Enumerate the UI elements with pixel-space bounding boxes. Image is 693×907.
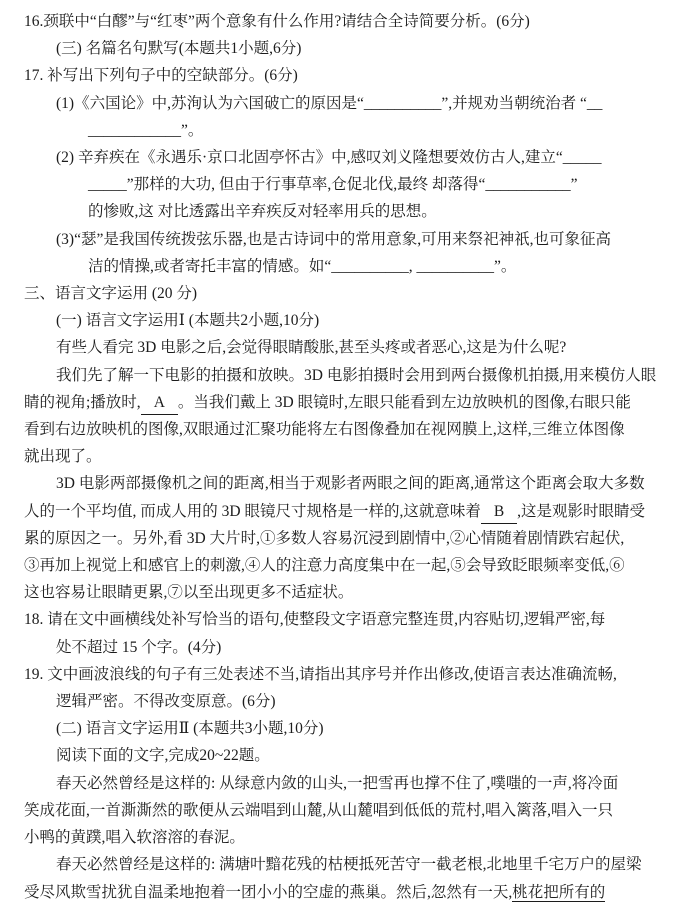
q17-item-1: (1)《六国论》中,苏洵认为六国破亡的原因是“__________”,并规劝当朝统治者 “__ xyxy=(56,94,603,112)
section-language-use-heading: 三、语言文字运用 (20 分) xyxy=(24,285,198,303)
section-3-heading: (三) 名篇名句默写(本题共1小题,6分) xyxy=(56,40,302,58)
text-before-underline: 受尽风欺雪扰犹自温柔地抱着一团小小的空虚的燕巢。然后,忽然有一天, xyxy=(24,883,513,901)
text-before-blank-b: 人的一个平均值, 而成人用的 3D 眼镜尺寸规格是一样的,这就意味着 xyxy=(24,502,481,520)
passage-1-line: ③再加上视觉上和感官上的刺激,④人的注意力高度集中在一起,⑤会导致眨眼频率变低,⑥ xyxy=(24,557,625,575)
text-after-blank-a: 。当我们戴上 3D 眼镜时,左眼只能看到左边放映机的图像,右眼只能 xyxy=(177,393,631,411)
passage-2-intro: 阅读下面的文字,完成20~22题。 xyxy=(56,747,270,765)
passage-1-line: 累的原因之一。另外,看 3D 大片时,①多数人容易沉浸到剧情中,②心情随着剧情跌宕起伏, xyxy=(24,529,625,547)
question-18-continuation: 处不超过 15 个字。(4分) xyxy=(56,638,222,656)
passage-1-line-with-blank-b xyxy=(24,498,669,525)
q17-item-1-continuation: ____________”。 xyxy=(88,121,204,139)
blank-b: B xyxy=(481,501,517,524)
question-17: 17. 补写出下列句子中的空缺部分。(6分) xyxy=(24,67,298,85)
q17-item-2: (2) 辛弃疾在《永遇乐·京口北固亭怀古》中,感叹刘义隆想要效仿古人,建立“_____ xyxy=(56,149,602,167)
passage-1-line: 看到右边放映机的图像,双眼通过汇聚功能将左右图像叠加在视网膜上,这样,三维立体图像 xyxy=(24,421,625,439)
passage-2-line: 春天必然曾经是这样的: 从绿意内敛的山头,一把雪再也撑不住了,噗嗤的一声,将冷面 xyxy=(56,774,619,792)
question-18: 18. 请在文中画横线处补写恰当的语句,使整段文字语意完整连贯,内容贴切,逻辑严密,每 xyxy=(24,611,606,629)
passage-1-line: 这也容易让眼睛更累,⑦以至出现更多不适症状。 xyxy=(24,584,354,602)
passage-1-line: 3D 电影两部摄像机之间的距离,相当于观影者两眼之间的距离,通常这个距离会取大多数 xyxy=(56,475,645,493)
passage-1-line-with-blank-a xyxy=(24,389,669,416)
question-16: 16.颈联中“白醪”与“红枣”两个意象有什么作用?请结合全诗简要分析。(6分) xyxy=(24,13,530,30)
question-19-continuation: 逻辑严密。不得改变原意。(6分) xyxy=(56,693,276,711)
blank-a: A xyxy=(141,392,178,415)
passage-2-line: 春天必然曾经是这样的: 满塘叶黯花残的枯梗抵死苦守一截老根,北地里千宅万户的屋梁 xyxy=(56,856,642,874)
subsection-1-heading: (一) 语言文字运用Ⅰ (本题共2小题,10分) xyxy=(56,312,320,330)
passage-1-line: 我们先了解一下电影的拍摄和放映。3D 电影拍摄时会用到两台摄像机拍摄,用来模仿人眼 xyxy=(56,366,657,384)
q17-item-3-continuation: 洁的情操,或者寄托丰富的情感。如“__________, __________”。 xyxy=(88,257,517,275)
passage-2-line-with-underline xyxy=(24,879,669,906)
passage-1-line: 有些人看完 3D 电影之后,会觉得眼睛酸胀,甚至头疼或者恶心,这是为什么呢? xyxy=(56,339,567,357)
underlined-text: 桃花把所有的 xyxy=(512,883,606,901)
passage-2-line: 小鸭的黄蹼,唱入软溶溶的春泥。 xyxy=(24,829,245,847)
question-19: 19. 文中画波浪线的句子有三处表述不当,请指出其序号并作出修改,使语言表达准确流畅, xyxy=(24,665,617,683)
q17-item-3: (3)“瑟”是我国传统拨弦乐器,也是古诗词中的常用意象,可用来祭祀神祇,也可象征高 xyxy=(56,230,611,248)
text-after-blank-b: ,这是观影时眼睛受 xyxy=(517,502,646,520)
q17-item-2-continuation: _____”那样的大功, 但由于行事草率,仓促北伐,最终 却落得“___________” xyxy=(88,176,578,194)
exam-page xyxy=(24,8,669,906)
q17-item-2-continuation: 的惨败,这 对比透露出辛弃疾反对轻率用兵的思想。 xyxy=(88,203,437,221)
text-before-blank-a: 睛的视角;播放时, xyxy=(24,393,141,411)
subsection-2-heading: (二) 语言文字运用Ⅱ (本题共3小题,10分) xyxy=(56,720,324,738)
passage-2-line: 笑成花面,一首澌澌然的歌便从云端唱到山麓,从山麓唱到低低的荒村,唱入篱落,唱入一只 xyxy=(24,801,614,819)
passage-1-line: 就出现了。 xyxy=(24,448,102,466)
